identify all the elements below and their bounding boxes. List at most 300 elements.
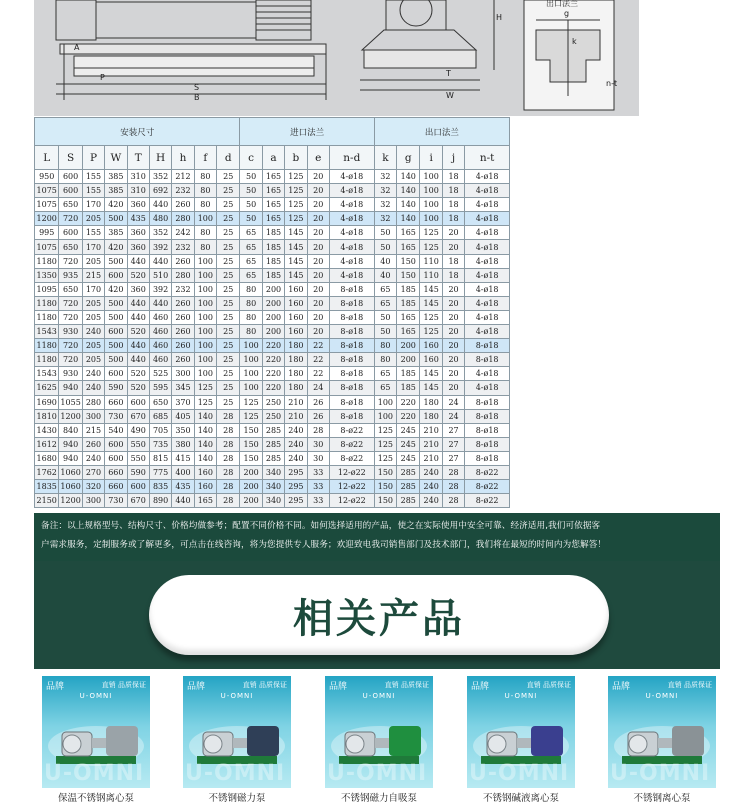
table-cell: 180 <box>285 353 307 367</box>
table-cell: 1690 <box>35 395 59 409</box>
table-cell: 240 <box>285 423 307 437</box>
column-header: j <box>442 146 464 170</box>
table-row <box>35 353 510 367</box>
table-cell: 80 <box>240 282 262 296</box>
table-cell: 600 <box>59 170 82 184</box>
column-header: c <box>240 146 262 170</box>
table-cell: 165 <box>262 212 284 226</box>
table-cell: 360 <box>127 282 149 296</box>
table-cell: 145 <box>420 282 442 296</box>
table-cell: 220 <box>262 381 284 395</box>
table-cell: 285 <box>262 437 284 451</box>
table-cell: 160 <box>194 480 216 494</box>
drawing-label-w: W <box>446 91 454 100</box>
table-cell: 8-ø18 <box>329 395 374 409</box>
product-logo: U-OMNI <box>79 692 113 700</box>
column-header: k <box>374 146 396 170</box>
table-cell: 150 <box>374 480 396 494</box>
table-cell: 260 <box>172 198 194 212</box>
table-row <box>35 268 510 282</box>
table-cell: 25 <box>217 184 240 198</box>
table-cell: 8-ø18 <box>329 310 374 324</box>
column-header: f <box>194 146 216 170</box>
table-cell: 20 <box>307 325 329 339</box>
table-cell: 240 <box>420 494 442 508</box>
table-cell: 415 <box>172 451 194 465</box>
drawing-label-g: g <box>564 9 570 18</box>
table-cell: 8-ø18 <box>465 409 510 423</box>
table-cell: 670 <box>127 409 149 423</box>
table-cell: 1180 <box>35 310 59 324</box>
table-cell: 18 <box>442 268 464 282</box>
table-cell: 500 <box>105 353 127 367</box>
product-card[interactable] <box>325 676 433 788</box>
table-cell: 210 <box>420 423 442 437</box>
table-cell: 32 <box>374 198 396 212</box>
product-watermark: U-OMNI <box>44 761 145 786</box>
table-cell: 65 <box>374 381 396 395</box>
table-cell: 345 <box>172 381 194 395</box>
group-outlet-flange: 出口法兰 <box>374 118 509 146</box>
table-cell: 24 <box>442 409 464 423</box>
table-row <box>35 367 510 381</box>
table-cell: 1095 <box>35 282 59 296</box>
table-cell: 125 <box>374 423 396 437</box>
table-cell: 1625 <box>35 381 59 395</box>
product-name-link[interactable]: 不锈钢磁力泵 <box>208 793 266 803</box>
table-cell: 500 <box>105 212 127 226</box>
table-cell: 40 <box>374 268 396 282</box>
table-cell: 25 <box>217 198 240 212</box>
table-cell: 165 <box>397 226 420 240</box>
related-products-title: 相关产品 <box>293 595 465 642</box>
table-cell: 360 <box>127 240 149 254</box>
table-cell: 4-ø18 <box>465 381 510 395</box>
column-header: L <box>35 146 59 170</box>
table-cell: 440 <box>172 494 194 508</box>
table-cell: 8-ø18 <box>329 296 374 310</box>
table-cell: 8-ø18 <box>329 282 374 296</box>
table-cell: 170 <box>82 240 104 254</box>
drawing-label-b: B <box>194 93 200 102</box>
table-row <box>35 310 510 324</box>
table-cell: 4-ø18 <box>329 254 374 268</box>
table-cell: 4-ø18 <box>329 198 374 212</box>
table-cell: 240 <box>82 325 104 339</box>
table-cell: 890 <box>149 494 171 508</box>
table-row <box>35 184 510 198</box>
table-cell: 150 <box>240 437 262 451</box>
product-logo: U-OMNI <box>362 692 396 700</box>
table-cell: 25 <box>217 282 240 296</box>
table-cell: 285 <box>262 423 284 437</box>
table-cell: 940 <box>59 381 82 395</box>
table-cell: 260 <box>82 437 104 451</box>
table-cell: 50 <box>374 240 396 254</box>
table-cell: 435 <box>172 480 194 494</box>
table-cell: 1180 <box>35 254 59 268</box>
table-cell: 100 <box>374 395 396 409</box>
table-cell: 200 <box>262 310 284 324</box>
table-cell: 200 <box>397 339 420 353</box>
table-cell: 25 <box>217 381 240 395</box>
table-cell: 1350 <box>35 268 59 282</box>
table-cell: 1612 <box>35 437 59 451</box>
table-cell: 440 <box>127 254 149 268</box>
table-cell: 285 <box>397 480 420 494</box>
product-name-link[interactable]: 不锈钢碱液离心泵 <box>482 793 559 803</box>
table-row <box>35 296 510 310</box>
table-cell: 600 <box>105 367 127 381</box>
table-cell: 140 <box>194 423 216 437</box>
table-cell: 205 <box>82 254 104 268</box>
table-cell: 160 <box>285 296 307 310</box>
table-cell: 20 <box>307 282 329 296</box>
table-cell: 4-ø18 <box>465 367 510 381</box>
table-cell: 8-ø18 <box>465 437 510 451</box>
table-cell: 240 <box>82 451 104 465</box>
table-cell: 1180 <box>35 353 59 367</box>
related-products-banner <box>34 561 720 669</box>
table-cell: 930 <box>59 367 82 381</box>
table-cell: 460 <box>149 339 171 353</box>
table-cell: 8-ø18 <box>465 423 510 437</box>
table-cell: 240 <box>285 451 307 465</box>
table-cell: 720 <box>59 353 82 367</box>
table-cell: 260 <box>172 353 194 367</box>
table-cell: 4-ø18 <box>465 212 510 226</box>
table-cell: 80 <box>194 226 216 240</box>
table-cell: 650 <box>59 282 82 296</box>
table-row <box>35 480 510 494</box>
table-cell: 350 <box>172 423 194 437</box>
table-cell: 100 <box>420 184 442 198</box>
table-cell: 20 <box>442 381 464 395</box>
table-cell: 8-ø22 <box>465 465 510 479</box>
table-cell: 150 <box>397 254 420 268</box>
table-cell: 310 <box>127 170 149 184</box>
product-name-link[interactable]: 不锈钢离心泵 <box>633 793 691 803</box>
table-cell: 125 <box>420 325 442 339</box>
table-cell: 140 <box>397 184 420 198</box>
table-cell: 145 <box>285 268 307 282</box>
group-install-dimensions: 安装尺寸 <box>35 118 240 146</box>
table-cell: 200 <box>262 325 284 339</box>
table-cell: 340 <box>262 480 284 494</box>
product-card[interactable] <box>42 676 150 788</box>
table-cell: 480 <box>149 212 171 226</box>
column-header: e <box>307 146 329 170</box>
table-cell: 25 <box>217 325 240 339</box>
product-watermark: U-OMNI <box>469 761 570 786</box>
table-cell: 65 <box>374 282 396 296</box>
table-cell: 2150 <box>35 494 59 508</box>
table-cell: 185 <box>397 296 420 310</box>
table-cell: 110 <box>420 268 442 282</box>
table-cell: 100 <box>194 339 216 353</box>
table-cell: 125 <box>420 226 442 240</box>
product-logo: U-OMNI <box>645 692 679 700</box>
table-cell: 125 <box>374 451 396 465</box>
table-cell: 150 <box>240 451 262 465</box>
product-name-link[interactable]: 不锈钢磁力自吸泵 <box>340 793 417 803</box>
table-cell: 145 <box>285 226 307 240</box>
table-row <box>35 325 510 339</box>
table-row <box>35 451 510 465</box>
table-cell: 20 <box>442 296 464 310</box>
table-cell: 420 <box>105 240 127 254</box>
table-cell: 18 <box>442 184 464 198</box>
table-cell: 220 <box>397 395 420 409</box>
note-panel <box>34 513 720 561</box>
table-cell: 660 <box>105 465 127 479</box>
table-cell: 295 <box>285 494 307 508</box>
table-cell: 20 <box>442 339 464 353</box>
table-cell: 20 <box>307 240 329 254</box>
drawing-caption: 出口法兰 <box>546 0 578 8</box>
table-cell: 30 <box>307 437 329 451</box>
table-cell: 8-ø18 <box>329 339 374 353</box>
drawing-label-h: H <box>496 13 503 22</box>
table-cell: 280 <box>172 212 194 226</box>
table-cell: 140 <box>194 409 216 423</box>
table-cell: 160 <box>420 339 442 353</box>
table-cell: 260 <box>172 325 194 339</box>
product-watermark: U-OMNI <box>610 761 711 786</box>
table-cell: 100 <box>240 367 262 381</box>
table-cell: 460 <box>149 353 171 367</box>
table-cell: 28 <box>217 465 240 479</box>
table-cell: 8-ø18 <box>329 353 374 367</box>
table-cell: 775 <box>149 465 171 479</box>
table-cell: 4-ø18 <box>465 240 510 254</box>
table-cell: 65 <box>374 367 396 381</box>
drawing-label-k: k <box>572 37 577 46</box>
table-cell: 150 <box>374 494 396 508</box>
table-cell: 28 <box>217 437 240 451</box>
table-cell: 280 <box>82 395 104 409</box>
table-cell: 20 <box>442 226 464 240</box>
table-cell: 1180 <box>35 296 59 310</box>
table-cell: 380 <box>172 437 194 451</box>
table-cell: 165 <box>397 240 420 254</box>
table-cell: 125 <box>240 409 262 423</box>
table-cell: 110 <box>420 254 442 268</box>
table-cell: 285 <box>262 451 284 465</box>
table-cell: 8-ø22 <box>329 423 374 437</box>
product-watermark: U-OMNI <box>327 761 428 786</box>
table-cell: 65 <box>240 268 262 282</box>
table-cell: 600 <box>105 437 127 451</box>
table-cell: 285 <box>397 465 420 479</box>
table-cell: 1200 <box>35 212 59 226</box>
product-card[interactable] <box>183 676 291 788</box>
table-cell: 140 <box>194 437 216 451</box>
table-cell: 600 <box>59 184 82 198</box>
table-cell: 125 <box>240 395 262 409</box>
table-cell: 125 <box>285 198 307 212</box>
table-cell: 65 <box>240 254 262 268</box>
table-cell: 180 <box>285 381 307 395</box>
product-card[interactable] <box>467 676 575 788</box>
table-cell: 20 <box>442 240 464 254</box>
table-cell: 270 <box>82 465 104 479</box>
table-cell: 8-ø18 <box>465 395 510 409</box>
table-cell: 500 <box>105 310 127 324</box>
table-cell: 8-ø22 <box>329 437 374 451</box>
table-cell: 8-ø18 <box>465 339 510 353</box>
spec-table <box>34 117 510 508</box>
table-cell: 65 <box>240 240 262 254</box>
table-cell: 1055 <box>59 395 82 409</box>
table-cell: 155 <box>82 170 104 184</box>
table-cell: 8-ø18 <box>329 367 374 381</box>
table-cell: 25 <box>217 268 240 282</box>
table-cell: 240 <box>420 480 442 494</box>
product-name-link[interactable]: 保温不锈钢离心泵 <box>57 793 134 803</box>
table-cell: 205 <box>82 310 104 324</box>
table-cell: 125 <box>285 184 307 198</box>
table-cell: 200 <box>262 282 284 296</box>
product-brand-sub: 直销 品质保证 <box>667 681 712 689</box>
table-cell: 995 <box>35 226 59 240</box>
table-cell: 145 <box>285 240 307 254</box>
table-cell: 440 <box>127 339 149 353</box>
column-header: b <box>285 146 307 170</box>
table-cell: 170 <box>82 198 104 212</box>
table-row <box>35 254 510 268</box>
table-row <box>35 339 510 353</box>
table-cell: 100 <box>240 339 262 353</box>
table-cell: 100 <box>420 212 442 226</box>
table-cell: 735 <box>149 437 171 451</box>
table-cell: 50 <box>240 184 262 198</box>
table-cell: 50 <box>374 226 396 240</box>
table-cell: 232 <box>172 184 194 198</box>
table-cell: 420 <box>105 198 127 212</box>
table-cell: 65 <box>374 296 396 310</box>
table-cell: 685 <box>149 409 171 423</box>
table-cell: 4-ø18 <box>465 184 510 198</box>
table-cell: 12-ø22 <box>329 480 374 494</box>
table-cell: 670 <box>127 494 149 508</box>
table-cell: 160 <box>420 353 442 367</box>
table-cell: 140 <box>397 198 420 212</box>
table-cell: 8-ø18 <box>465 353 510 367</box>
table-cell: 12-ø22 <box>329 465 374 479</box>
table-cell: 1430 <box>35 423 59 437</box>
table-cell: 165 <box>262 198 284 212</box>
table-cell: 4-ø18 <box>329 268 374 282</box>
table-cell: 650 <box>59 198 82 212</box>
table-cell: 1060 <box>59 465 82 479</box>
table-cell: 250 <box>262 395 284 409</box>
table-cell: 1075 <box>35 184 59 198</box>
table-cell: 25 <box>217 367 240 381</box>
table-cell: 185 <box>262 240 284 254</box>
table-cell: 20 <box>307 170 329 184</box>
table-cell: 940 <box>59 437 82 451</box>
table-cell: 392 <box>149 240 171 254</box>
table-cell: 185 <box>397 282 420 296</box>
table-cell: 650 <box>149 395 171 409</box>
table-cell: 25 <box>217 339 240 353</box>
table-cell: 215 <box>82 423 104 437</box>
product-card[interactable] <box>608 676 716 788</box>
table-cell: 8-ø18 <box>329 325 374 339</box>
table-cell: 20 <box>307 198 329 212</box>
table-cell: 240 <box>285 437 307 451</box>
product-brand: 品牌 <box>612 682 631 692</box>
table-cell: 140 <box>397 212 420 226</box>
table-cell: 1060 <box>59 480 82 494</box>
table-cell: 245 <box>397 423 420 437</box>
table-cell: 155 <box>82 184 104 198</box>
table-cell: 250 <box>262 409 284 423</box>
table-cell: 232 <box>172 240 194 254</box>
table-cell: 435 <box>127 212 149 226</box>
table-cell: 1075 <box>35 240 59 254</box>
table-cell: 160 <box>285 310 307 324</box>
table-cell: 145 <box>420 381 442 395</box>
table-cell: 80 <box>374 339 396 353</box>
product-brand: 品牌 <box>329 682 348 692</box>
table-cell: 840 <box>59 423 82 437</box>
table-cell: 25 <box>217 254 240 268</box>
table-row <box>35 170 510 184</box>
drawing-label-t: T <box>446 69 451 78</box>
table-cell: 80 <box>240 325 262 339</box>
table-cell: 22 <box>307 367 329 381</box>
table-cell: 100 <box>194 212 216 226</box>
table-cell: 20 <box>307 184 329 198</box>
table-cell: 242 <box>172 226 194 240</box>
table-cell: 8-ø22 <box>465 494 510 508</box>
table-cell: 28 <box>442 480 464 494</box>
table-cell: 140 <box>194 451 216 465</box>
table-cell: 310 <box>127 184 149 198</box>
table-cell: 705 <box>149 423 171 437</box>
table-cell: 4-ø18 <box>465 226 510 240</box>
table-cell: 500 <box>105 254 127 268</box>
pump-dimension-drawing <box>34 0 639 116</box>
table-cell: 100 <box>194 310 216 324</box>
table-cell: 720 <box>59 254 82 268</box>
table-cell: 20 <box>307 212 329 226</box>
table-cell: 100 <box>194 325 216 339</box>
table-cell: 600 <box>127 480 149 494</box>
table-cell: 300 <box>82 409 104 423</box>
table-cell: 550 <box>127 451 149 465</box>
table-cell: 145 <box>420 296 442 310</box>
table-cell: 550 <box>127 437 149 451</box>
table-cell: 525 <box>149 367 171 381</box>
table-cell: 205 <box>82 353 104 367</box>
table-cell: 260 <box>172 254 194 268</box>
table-cell: 940 <box>59 451 82 465</box>
table-cell: 50 <box>240 198 262 212</box>
column-header: T <box>127 146 149 170</box>
table-cell: 240 <box>420 465 442 479</box>
table-cell: 320 <box>82 480 104 494</box>
table-cell: 660 <box>105 395 127 409</box>
table-cell: 930 <box>59 325 82 339</box>
table-cell: 260 <box>172 339 194 353</box>
table-cell: 720 <box>59 310 82 324</box>
table-cell: 1180 <box>35 339 59 353</box>
table-cell: 32 <box>374 184 396 198</box>
table-cell: 4-ø18 <box>465 268 510 282</box>
